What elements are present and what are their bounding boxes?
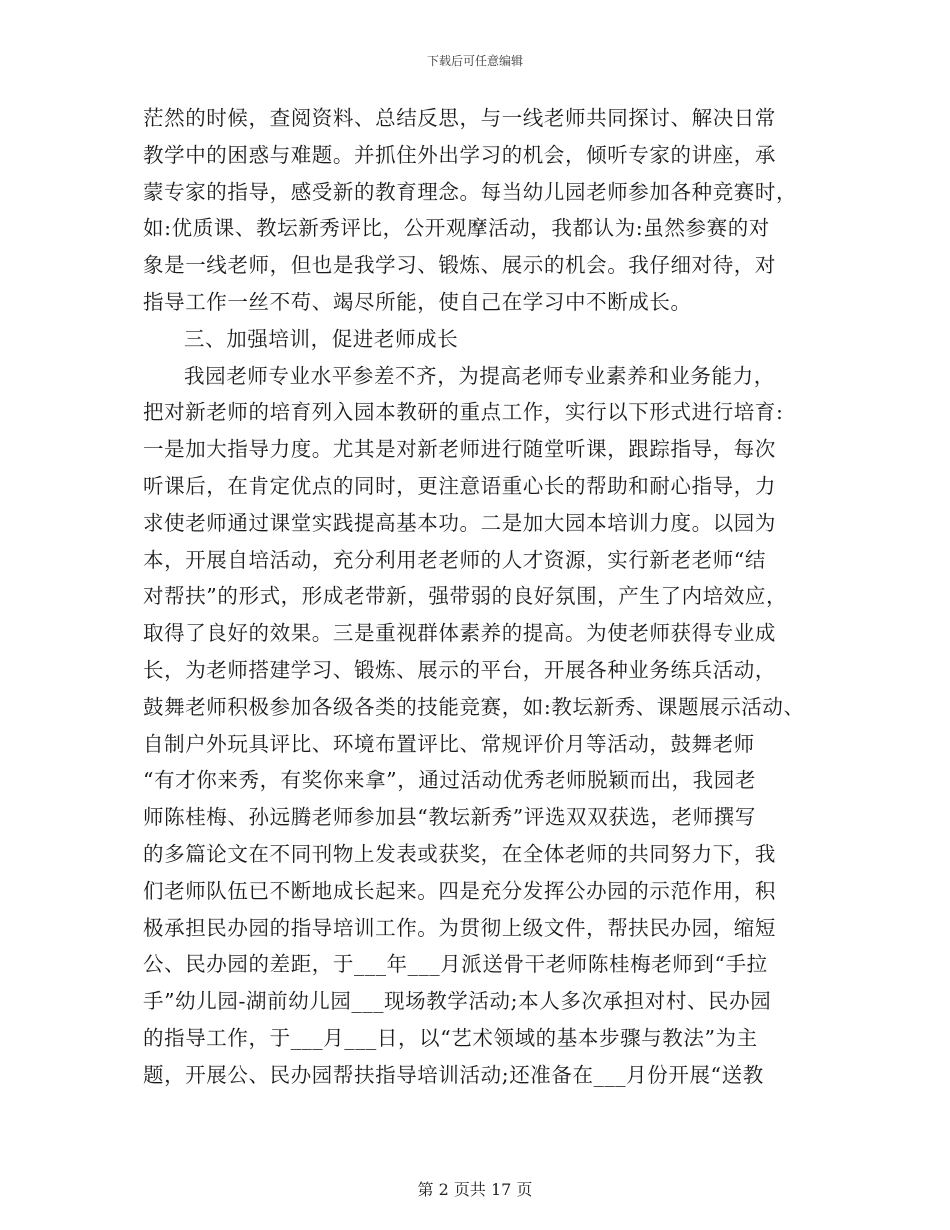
text-line: 师陈桂梅、孙远腾老师参加县“教坛新秀”评选双双获选，老师撰写	[143, 805, 756, 830]
text-line: 指导工作一丝不苟、竭尽所能，使自己在学习中不断成长。	[143, 289, 692, 314]
text-line: 的指导工作，于___月___日，以“艺术领域的基本步骤与教法”为主	[143, 1025, 758, 1050]
text-line: 象是一线老师，但也是我学习、锻炼、展示的机会。我仔细对待，对	[143, 253, 776, 278]
text-line: “有才你来秀，有奖你来拿”，通过活动优秀老师脱颖而出，我园老	[143, 768, 756, 793]
text-line: 一是加大指导力度。尤其是对新老师进行随堂听课，跟踪指导，每次	[143, 437, 776, 462]
text-line: 教学中的困惑与难题。并抓住外出学习的机会，倾听专家的讲座，承	[143, 142, 776, 167]
page-header: 下载后可任意编辑	[426, 54, 523, 68]
document-body	[143, 100, 818, 1094]
section-heading: 三、加强培训，促进老师成长	[184, 326, 459, 351]
text-line: 把对新老师的培育列入园本教研的重点工作，实行以下形式进行培育:	[143, 400, 784, 425]
text-line: 求使老师通过课堂实践提高基本功。二是加大园本培训力度。以园为	[143, 510, 776, 535]
text-line: 蒙专家的指导，感受新的教育理念。每当幼儿园老师参加各种竞赛时，	[143, 179, 798, 204]
text-line: 们老师队伍已不断地成长起来。四是充分发挥公办园的示范作用，积	[143, 878, 776, 903]
text-line: 鼓舞老师积极参加各级各类的技能竞赛，如:教坛新秀、课题展示活动、	[143, 694, 805, 719]
text-line: 听课后，在肯定优点的同时，更注意语重心长的帮助和耐心指导，力	[143, 473, 776, 498]
text-line: 取得了良好的效果。三是重视群体素养的提高。为使老师获得专业成	[143, 621, 776, 646]
text-line: 如:优质课、教坛新秀评比，公开观摩活动，我都认为:虽然参赛的对	[143, 216, 770, 241]
text-line: 手”幼儿园-湖前幼儿园___现场教学活动;本人多次承担对村、民办园	[143, 989, 772, 1014]
text-line: 极承担民办园的指导培训工作。为贯彻上级文件，帮扶民办园，缩短	[143, 915, 776, 940]
text-line: 茫然的时候，查阅资料、总结反思，与一线老师共同探讨、解决日常	[143, 106, 776, 130]
page-number: 第 2 页共 17 页	[417, 1180, 533, 1199]
text-line: 的多篇论文在不同刊物上发表或获奖，在全体老师的共同努力下，我	[143, 841, 776, 866]
text-line: 自制户外玩具评比、环境布置评比、常规评价月等活动，鼓舞老师	[143, 731, 755, 756]
text-line: 我园老师专业水平参差不齐，为提高老师专业素养和业务能力，	[184, 363, 775, 388]
text-line: 题，开展公、民办园帮扶指导培训活动;还准备在___月份开展“送教	[143, 1062, 764, 1087]
text-line: 公、民办园的差距，于___年___月派送骨干老师陈桂梅老师到“手拉	[143, 952, 768, 977]
text-line: 本，开展自培活动，充分利用老老师的人才资源，实行新老老师“结	[143, 547, 766, 572]
text-line: 长，为老师搭建学习、锻炼、展示的平台，开展各种业务练兵活动，	[143, 657, 776, 682]
text-line: 对帮扶”的形式，形成老带新，强带弱的良好氛围，产生了内培效应，	[143, 584, 788, 609]
